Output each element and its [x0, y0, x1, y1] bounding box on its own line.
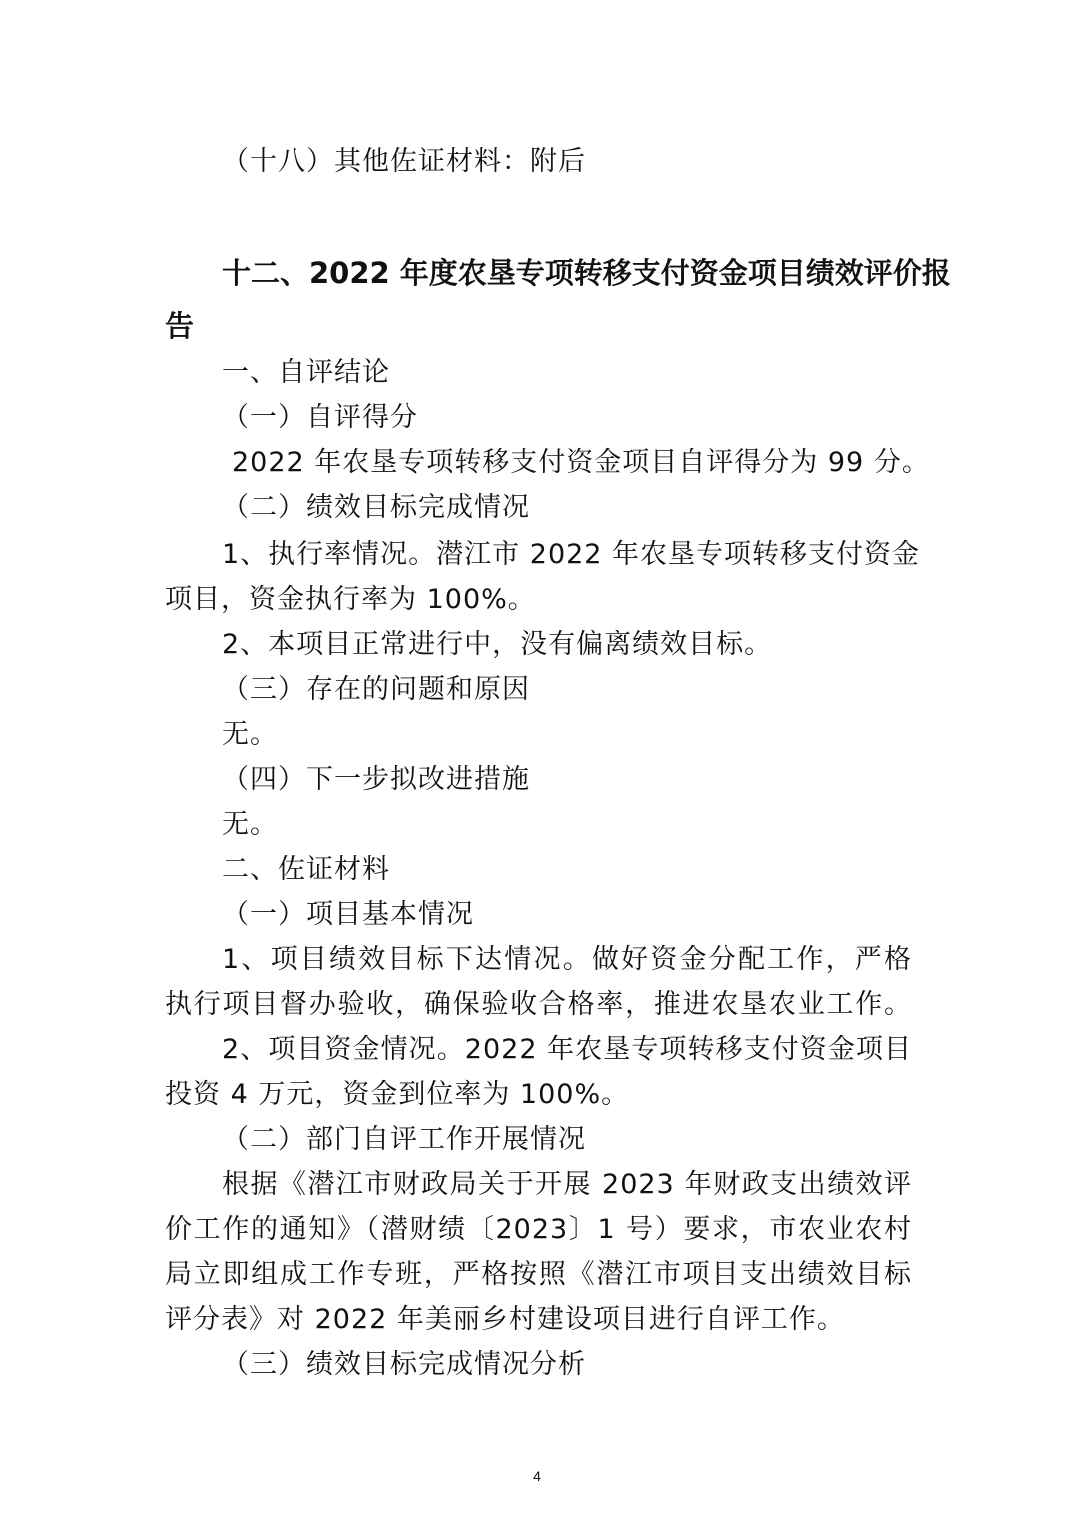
text-line: （十八）其他佐证材料：附后 — [222, 146, 586, 177]
text-line: 项目，资金执行率为 100%。 — [165, 584, 536, 615]
text-line: （一）项目基本情况 — [222, 899, 474, 930]
text-line: 价工作的通知》（潜财绩〔2023〕1 号）要求，市农业农村 — [165, 1214, 912, 1245]
text-line: 二、佐证材料 — [222, 854, 390, 885]
text-line: 1、执行率情况。潜江市 2022 年农垦专项转移支付资金 — [222, 539, 921, 570]
text-line: 无。 — [222, 809, 278, 840]
text-line: 一、自评结论 — [222, 357, 390, 388]
text-line: （一）自评得分 — [222, 402, 418, 433]
page-number: 4 — [533, 1468, 541, 1484]
text-line: 局立即组成工作专班，严格按照《潜江市项目支出绩效目标 — [165, 1259, 912, 1290]
text-line: 评分表》对 2022 年美丽乡村建设项目进行自评工作。 — [165, 1304, 845, 1335]
text-line: （三）绩效目标完成情况分析 — [222, 1349, 586, 1380]
text-line: 无。 — [222, 719, 278, 750]
text-line: 1、项目绩效目标下达情况。做好资金分配工作，严格 — [222, 944, 912, 975]
section-heading: 十二、2022 年度农垦专项转移支付资金项目绩效评价报 — [222, 256, 951, 290]
text-line: （二）绩效目标完成情况 — [222, 492, 530, 523]
text-line: 投资 4 万元，资金到位率为 100%。 — [165, 1079, 630, 1110]
text-line: （二）部门自评工作开展情况 — [222, 1124, 586, 1155]
text-line: 2022 年农垦专项转移支付资金项目自评得分为 99 分。 — [232, 447, 930, 478]
text-line: 根据《潜江市财政局关于开展 2023 年财政支出绩效评 — [222, 1169, 912, 1200]
text-line: 执行项目督办验收，确保验收合格率，推进农垦农业工作。 — [165, 989, 912, 1020]
text-line: （三）存在的问题和原因 — [222, 674, 530, 705]
text-line: 2、本项目正常进行中，没有偏离绩效目标。 — [222, 629, 773, 660]
text-line: 2、项目资金情况。2022 年农垦专项转移支付资金项目 — [222, 1034, 912, 1065]
section-heading-continuation: 告 — [165, 309, 195, 343]
text-line: （四）下一步拟改进措施 — [222, 764, 530, 795]
